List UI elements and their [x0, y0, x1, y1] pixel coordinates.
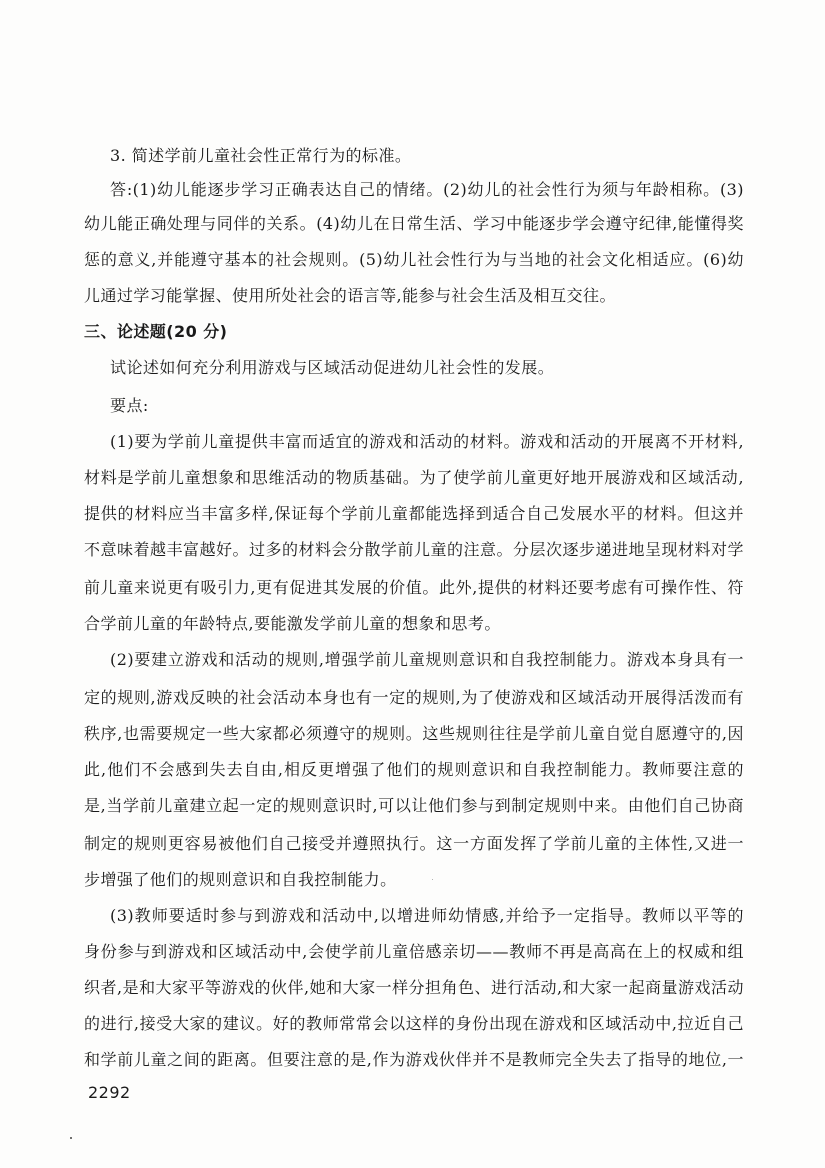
point3-line-1: (3)教师要适时参与到游戏和活动中,以增进师幼情感,并给予一定指导。教师以平等的 [110, 906, 744, 925]
q3-answer-line-2: 幼儿能正确处理与同伴的关系。(4)幼儿在日常生活、学习中能逐步学会遵守纪律,能懂得奖 [84, 214, 744, 233]
q3-answer-line-3: 惩的意义,并能遵守基本的社会规则。(5)幼儿社会性行为与当地的社会文化相适应。(6)幼 [84, 250, 744, 269]
q3-answer-line-4: 儿通过学习能掌握、使用所处社会的语言等,能参与社会生活及相互交往。 [84, 286, 616, 305]
essay-question: 试论述如何充分利用游戏与区域活动促进幼儿社会性的发展。 [110, 358, 555, 377]
point1-line-5: 前儿童来说更有吸引力,更有促进其发展的价值。此外,提供的材料还要考虑有可操作性、符 [84, 578, 744, 597]
point2-line-1: (2)要建立游戏和活动的规则,增强学前儿童规则意识和自我控制能力。游戏本身具有一 [110, 650, 744, 669]
point1-line-6: 合学前儿童的年龄特点,要能激发学前儿童的想象和思考。 [84, 614, 501, 633]
scan-speck [432, 879, 433, 880]
point1-line-4: 不意味着越丰富越好。过多的材料会分散学前儿童的注意。分层次逐步递进地呈现材料对学 [84, 540, 744, 559]
point2-line-5: 是,当学前儿童建立起一定的规则意识时,可以让他们参与到制定规则中来。由他们自己协商 [84, 796, 744, 815]
section-3-heading: 三、论述题(20 分) [84, 322, 228, 341]
question-3-title: 3. 简述学前儿童社会性正常行为的标准。 [110, 146, 412, 165]
page-number: 2292 [88, 1083, 131, 1102]
point2-line-7: 步增强了他们的规则意识和自我控制能力。 [84, 870, 397, 889]
point2-line-6: 制定的规则更容易被他们自己接受并遵照执行。这一方面发挥了学前儿童的主体性,又进一 [84, 834, 744, 853]
point3-line-4: 的进行,接受大家的建议。好的教师常常会以这样的身份出现在游戏和区域活动中,拉近自己 [84, 1014, 744, 1033]
point1-line-3: 提供的材料应当丰富多样,保证每个学前儿童都能选择到适合自己发展水平的材料。但这并 [84, 504, 744, 523]
point1-line-2: 材料是学前儿童想象和思维活动的物质基础。为了使学前儿童更好地开展游戏和区域活动, [84, 468, 744, 487]
point3-line-5: 和学前儿童之间的距离。但要注意的是,作为游戏伙伴并不是教师完全失去了指导的地位,一 [84, 1050, 744, 1069]
key-points-label: 要点: [110, 396, 149, 415]
point3-line-3: 织者,是和大家平等游戏的伙伴,她和大家一样分担角色、进行活动,和大家一起商量游戏活动 [84, 978, 744, 997]
q3-answer-line-1: 答:(1)幼儿能逐步学习正确表达自己的情绪。(2)幼儿的社会性行为须与年龄相称。(3) [110, 180, 744, 199]
point2-line-2: 定的规则,游戏反映的社会活动本身也有一定的规则,为了使游戏和区域活动开展得活泼而有 [84, 688, 744, 707]
scan-speck [70, 1137, 72, 1139]
point2-line-4: 此,他们不会感到失去自由,相反更增强了他们的规则意识和自我控制能力。教师要注意的 [84, 760, 744, 779]
point2-line-3: 秩序,也需要规定一些大家都必须遵守的规则。这些规则往往是学前儿童自觉自愿遵守的,因 [84, 724, 744, 743]
point1-line-1: (1)要为学前儿童提供丰富而适宜的游戏和活动的材料。游戏和活动的开展离不开材料, [110, 432, 744, 451]
point3-line-2: 身份参与到游戏和区域活动中,会使学前儿童倍感亲切——教师不再是高高在上的权威和组 [84, 942, 744, 961]
